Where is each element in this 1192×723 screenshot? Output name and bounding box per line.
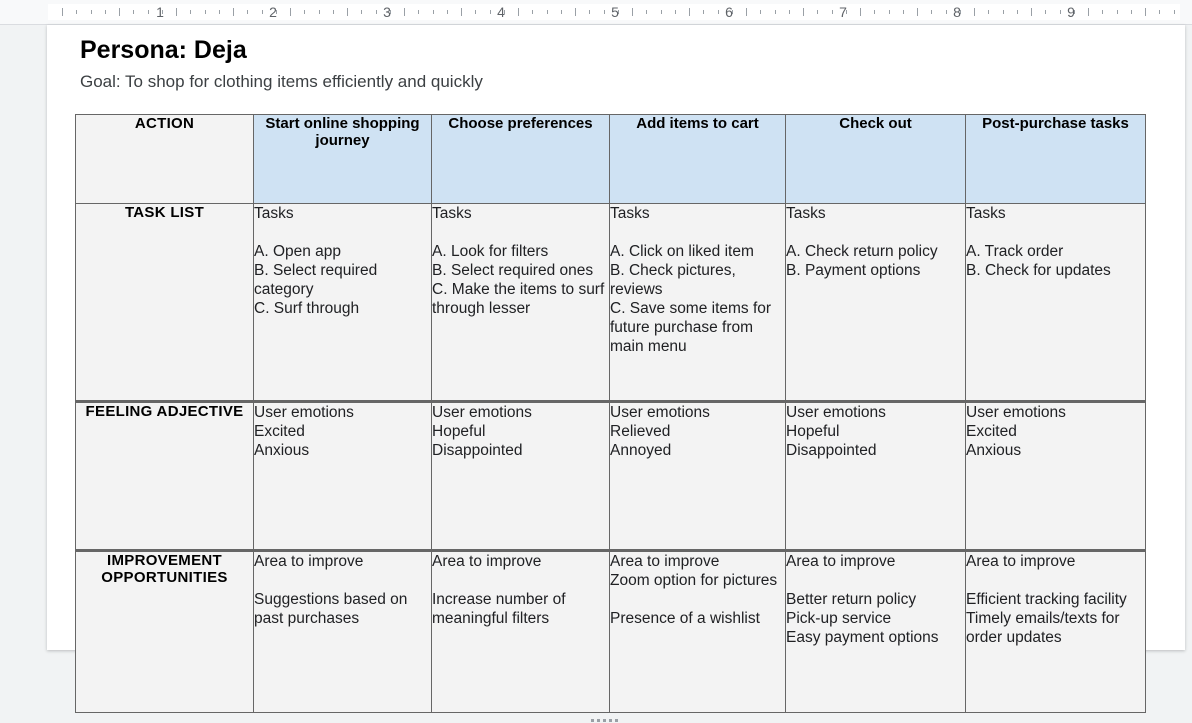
table-cell[interactable]: [610, 204, 786, 402]
ruler-tick: [76, 10, 77, 14]
ruler-tick: [105, 10, 106, 14]
table-cell[interactable]: [254, 204, 432, 402]
ruler-tick: [575, 8, 576, 16]
cell-line: A. Track order: [966, 243, 1064, 260]
ruler-number: 8: [953, 4, 961, 20]
cell-line: Better return policy: [786, 591, 917, 608]
ruler-tick: [1088, 8, 1089, 16]
stage-header: Start online shopping journey: [254, 115, 432, 204]
ruler-tick: [604, 10, 605, 14]
ruler-number: 5: [611, 4, 619, 20]
cell-line: Area to improve: [254, 553, 364, 570]
table-cell[interactable]: [254, 402, 432, 551]
ruler-tick: [247, 10, 248, 14]
scroll-indicator[interactable]: [591, 719, 621, 722]
ruler-tick: [1017, 10, 1018, 14]
header-row: [76, 115, 1146, 204]
cell-line: Tasks: [432, 205, 472, 222]
ruler-tick: [91, 10, 92, 14]
journey-map-table: [75, 114, 1146, 713]
table-cell[interactable]: [786, 551, 966, 713]
cell-line: B. Check for updates: [966, 262, 1111, 279]
ruler-tick: [917, 8, 918, 16]
ruler-tick: [1031, 8, 1032, 16]
cell-line: C. Make the items to surf through lesser: [432, 281, 605, 317]
cell-line: Suggestions based on past purchases: [254, 591, 408, 627]
cell-line: A. Click on liked item: [610, 243, 754, 260]
cell-line: Pick-up service: [786, 610, 892, 627]
cell-line: User emotions: [432, 404, 532, 421]
stage-header: Post-purchase tasks: [966, 115, 1146, 204]
cell-line: B. Check pictures, reviews: [610, 262, 736, 298]
ruler-tick: [1174, 10, 1175, 14]
table-cell[interactable]: [786, 402, 966, 551]
cell-line: User emotions: [966, 404, 1066, 421]
table-cell[interactable]: [432, 551, 610, 713]
ruler-tick: [532, 10, 533, 14]
ruler-number: 7: [839, 4, 847, 20]
ruler-tick: [219, 10, 220, 14]
stage-header: Check out: [786, 115, 966, 204]
ruler-tick: [547, 10, 548, 14]
cell-line: Tasks: [254, 205, 294, 222]
cell-line: C. Save some items for future purchase from main menu: [610, 300, 772, 355]
ruler-tick: [447, 10, 448, 14]
ruler-number: 6: [725, 4, 733, 20]
table-cell[interactable]: [966, 204, 1146, 402]
ruler-tick: [675, 10, 676, 14]
ruler-tick: [404, 8, 405, 16]
persona-goal: Goal: To shop for clothing items efficiently and quickly: [80, 72, 483, 91]
ruler-tick: [490, 10, 491, 14]
table-cell[interactable]: [786, 204, 966, 402]
cell-spacer: [966, 571, 1145, 590]
ruler-tick: [333, 10, 334, 14]
cell-line: Area to improve: [786, 553, 896, 570]
cell-line: Easy payment options: [786, 629, 939, 646]
stage-header: Choose preferences: [432, 115, 610, 204]
cell-spacer: [786, 223, 965, 242]
ruler-tick: [874, 10, 875, 14]
ruler-tick: [974, 8, 975, 16]
ruler-tick: [418, 10, 419, 14]
ruler-tick: [946, 10, 947, 14]
ruler-tick: [1117, 10, 1118, 14]
ruler-tick: [632, 8, 633, 16]
table-cell[interactable]: [432, 204, 610, 402]
cell-line: Disappointed: [432, 442, 523, 459]
ruler-tick: [889, 10, 890, 14]
cell-line: Zoom option for pictures: [610, 572, 778, 589]
feeling-adjective-row: [76, 402, 1146, 551]
ruler-tick: [290, 8, 291, 16]
cell-line: Tasks: [610, 205, 650, 222]
cell-line: Tasks: [966, 205, 1006, 222]
ruler-tick: [903, 10, 904, 14]
ruler-tick: [988, 10, 989, 14]
ruler-tick: [1145, 8, 1146, 16]
cell-line: Area to improve: [966, 553, 1076, 570]
ruler-tick: [589, 10, 590, 14]
ruler-tick: [304, 10, 305, 14]
ruler-tick: [1003, 10, 1004, 14]
cell-line: Annoyed: [610, 442, 672, 459]
table-cell[interactable]: [610, 551, 786, 713]
cell-line: B. Select required category: [254, 262, 378, 298]
ruler-tick: [133, 10, 134, 14]
cell-line: A. Check return policy: [786, 243, 938, 260]
table-cell[interactable]: [966, 551, 1146, 713]
ruler-tick: [190, 10, 191, 14]
cell-line: Hopeful: [786, 423, 840, 440]
cell-spacer: [610, 223, 785, 242]
ruler-number: 9: [1067, 4, 1075, 20]
cell-line: Tasks: [786, 205, 826, 222]
ruler-tick: [433, 10, 434, 14]
cell-line: Relieved: [610, 423, 671, 440]
row-header-feeling-adjective: FEELING ADJECTIVE: [76, 402, 254, 551]
ruler-tick: [119, 8, 120, 16]
cell-line: C. Surf through: [254, 300, 360, 317]
ruler-tick: [376, 10, 377, 14]
ruler-tick: [803, 8, 804, 16]
ruler-tick: [689, 8, 690, 16]
cell-line: Presence of a wishlist: [610, 610, 760, 627]
ruler-tick: [1102, 10, 1103, 14]
cell-line: User emotions: [254, 404, 354, 421]
ruler-tick: [931, 10, 932, 14]
ruler-tick: [1060, 10, 1061, 14]
ruler-tick: [62, 8, 63, 16]
ruler-tick: [319, 10, 320, 14]
task-list-row: [76, 204, 1146, 402]
ruler-tick: [1131, 10, 1132, 14]
cell-line: Area to improve: [610, 553, 720, 570]
cell-line: A. Open app: [254, 243, 342, 260]
ruler-tick: [817, 10, 818, 14]
ruler-tick: [347, 8, 348, 16]
cell-spacer: [432, 223, 609, 242]
row-header-task-list: TASK LIST: [76, 204, 254, 402]
cell-line: Anxious: [966, 442, 1022, 459]
cell-spacer: [254, 571, 431, 590]
cell-line: Disappointed: [786, 442, 877, 459]
table-cell[interactable]: [610, 402, 786, 551]
ruler-tick: [775, 10, 776, 14]
cell-spacer: [966, 223, 1145, 242]
cell-line: Excited: [966, 423, 1017, 440]
ruler-tick: [1045, 10, 1046, 14]
ruler-tick: [148, 10, 149, 14]
ruler-number: 2: [269, 4, 277, 20]
action-header: ACTION: [76, 115, 254, 204]
stage-header: Add items to cart: [610, 115, 786, 204]
horizontal-ruler[interactable]: [0, 0, 1192, 25]
cell-line: Hopeful: [432, 423, 486, 440]
ruler-tick: [518, 8, 519, 16]
table-cell[interactable]: [432, 402, 610, 551]
ruler-tick: [703, 10, 704, 14]
ruler-tick: [718, 10, 719, 14]
ruler-tick: [832, 10, 833, 14]
table-cell[interactable]: [254, 551, 432, 713]
cell-spacer: [254, 223, 431, 242]
cell-line: Increase number of meaningful filters: [432, 591, 566, 627]
cell-line: Excited: [254, 423, 305, 440]
ruler-tick: [461, 8, 462, 16]
ruler-tick: [262, 10, 263, 14]
ruler-tick: [233, 8, 234, 16]
ruler-number: 3: [383, 4, 391, 20]
ruler-tick: [661, 10, 662, 14]
cell-line: Anxious: [254, 442, 310, 459]
ruler-tick: [789, 10, 790, 14]
ruler-number: 4: [497, 4, 505, 20]
ruler-tick: [746, 8, 747, 16]
ruler-tick: [361, 10, 362, 14]
ruler-tick: [475, 10, 476, 14]
cell-line: A. Look for filters: [432, 243, 549, 260]
cell-line: Timely emails/texts for order updates: [966, 610, 1120, 646]
improvement-opportunities-row: [76, 551, 1146, 713]
cell-line: B. Select required ones: [432, 262, 594, 279]
ruler-number: 1: [156, 4, 164, 20]
ruler-tick: [1159, 10, 1160, 14]
cell-spacer: [786, 571, 965, 590]
cell-spacer: [432, 571, 609, 590]
row-header-improvement-opportunities: IMPROVEMENT OPPORTUNITIES: [76, 551, 254, 713]
ruler-tick: [646, 10, 647, 14]
cell-line: Efficient tracking facility: [966, 591, 1127, 608]
ruler-tick: [205, 10, 206, 14]
page-title: Persona: Deja: [80, 36, 247, 64]
ruler-tick: [176, 8, 177, 16]
cell-line: Area to improve: [432, 553, 542, 570]
cell-line: User emotions: [610, 404, 710, 421]
ruler-tick: [860, 8, 861, 16]
ruler-tick: [760, 10, 761, 14]
table-cell[interactable]: [966, 402, 1146, 551]
cell-spacer: [610, 590, 785, 609]
cell-line: B. Payment options: [786, 262, 921, 279]
cell-line: User emotions: [786, 404, 886, 421]
ruler-tick: [561, 10, 562, 14]
